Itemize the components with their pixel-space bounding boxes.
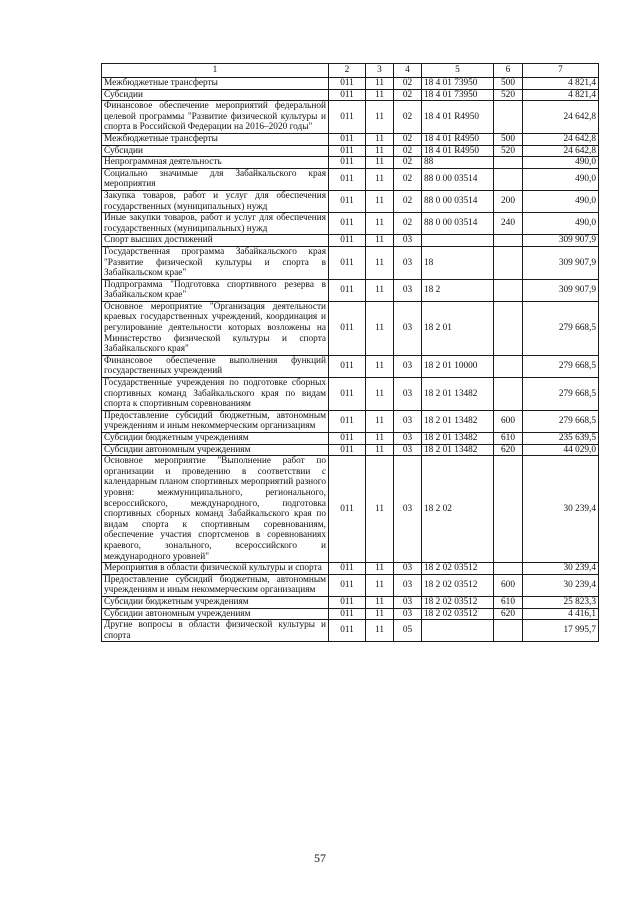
row-name-cell: Предоставление субсидий бюджетным, автономным учреждениям и иным некоммерческим организациям: [102, 574, 329, 596]
table-row: [102, 355, 599, 377]
row-target-cell: 18: [422, 246, 494, 279]
table-row: [102, 444, 599, 456]
table-row: [102, 279, 599, 301]
row-code-cell: 011: [329, 563, 366, 575]
row-section-cell: 11: [366, 563, 394, 575]
row-target-cell: [422, 235, 494, 247]
row-subsection-cell: 03: [394, 235, 422, 247]
row-expense-type-cell: [494, 168, 523, 190]
row-amount-cell: 4 416,1: [523, 608, 599, 620]
row-expense-type-cell: 200: [494, 190, 523, 212]
table-row: [102, 456, 599, 563]
row-subsection-cell: 02: [394, 133, 422, 145]
row-code-cell: 011: [329, 433, 366, 445]
row-subsection-cell: 03: [394, 301, 422, 355]
row-name-cell: Другие вопросы в области физической культуры и спорта: [102, 620, 329, 642]
row-subsection-cell: 03: [394, 563, 422, 575]
row-subsection-cell: 02: [394, 213, 422, 235]
row-amount-cell: 279 668,5: [523, 410, 599, 432]
row-name-cell: Субсидии автономным учреждениям: [102, 444, 329, 456]
row-name-cell: Спорт высших достижений: [102, 235, 329, 247]
row-target-cell: 88 0 00 03514: [422, 213, 494, 235]
row-amount-cell: 24 642,8: [523, 133, 599, 145]
row-name-cell: Непрограммная деятельность: [102, 157, 329, 169]
row-name-cell: Субсидии: [102, 89, 329, 101]
table-row: [102, 190, 599, 212]
row-target-cell: 18 2 02 03512: [422, 608, 494, 620]
row-amount-cell: 30 239,4: [523, 574, 599, 596]
row-section-cell: 11: [366, 355, 394, 377]
row-target-cell: 18 2 02: [422, 456, 494, 563]
header-cell-2: 2: [329, 64, 366, 78]
row-amount-cell: 30 239,4: [523, 456, 599, 563]
row-subsection-cell: 02: [394, 101, 422, 134]
row-code-cell: 011: [329, 101, 366, 134]
row-code-cell: 011: [329, 456, 366, 563]
row-expense-type-cell: [494, 378, 523, 411]
row-target-cell: 18 2: [422, 279, 494, 301]
row-code-cell: 011: [329, 89, 366, 101]
page-number: 57: [314, 851, 326, 865]
row-amount-cell: 44 029,0: [523, 444, 599, 456]
table-row: [102, 574, 599, 596]
row-name-cell: Субсидии бюджетным учреждениям: [102, 433, 329, 445]
row-name-cell: Социально значимые для Забайкальского края мероприятия: [102, 168, 329, 190]
row-target-cell: 18 4 01 R4950: [422, 145, 494, 157]
row-target-cell: 18 2 01 13482: [422, 378, 494, 411]
row-expense-type-cell: [494, 246, 523, 279]
table-row: [102, 433, 599, 445]
row-code-cell: 011: [329, 444, 366, 456]
row-section-cell: 11: [366, 89, 394, 101]
row-target-cell: 88 0 00 03514: [422, 190, 494, 212]
row-expense-type-cell: [494, 279, 523, 301]
row-code-cell: 011: [329, 378, 366, 411]
row-amount-cell: 25 823,3: [523, 596, 599, 608]
row-section-cell: 11: [366, 235, 394, 247]
table-row: [102, 620, 599, 642]
row-name-cell: Межбюджетные трансферты: [102, 78, 329, 90]
budget-table: [101, 63, 599, 642]
row-name-cell: Субсидии: [102, 145, 329, 157]
row-expense-type-cell: [494, 355, 523, 377]
row-amount-cell: 4 821,4: [523, 89, 599, 101]
row-name-cell: Основное мероприятие "Организация деятельности краевых государственных учреждений, координация и регулирование деятельности которых возложены на Министерство физической культуры и спорта Забайкальского края": [102, 301, 329, 355]
row-expense-type-cell: [494, 101, 523, 134]
row-target-cell: 18 2 01 10000: [422, 355, 494, 377]
row-name-cell: Субсидии бюджетным учреждениям: [102, 596, 329, 608]
row-name-cell: Финансовое обеспечение мероприятий федеральной целевой программы "Развитие физической культуры и спорта в Российской Федерации на 2016–2020 годы": [102, 101, 329, 134]
table-row: [102, 246, 599, 279]
row-section-cell: 11: [366, 574, 394, 596]
row-section-cell: 11: [366, 168, 394, 190]
row-section-cell: 11: [366, 190, 394, 212]
row-target-cell: 18 4 01 R4950: [422, 133, 494, 145]
row-target-cell: 18 2 02 03512: [422, 563, 494, 575]
row-code-cell: 011: [329, 133, 366, 145]
row-expense-type-cell: [494, 157, 523, 169]
table-row: [102, 101, 599, 134]
row-name-cell: Предоставление субсидий бюджетным, автономным учреждениям и иным некоммерческим организациям: [102, 410, 329, 432]
row-amount-cell: 17 995,7: [523, 620, 599, 642]
row-expense-type-cell: 610: [494, 596, 523, 608]
header-cell-6: 6: [494, 64, 523, 78]
row-subsection-cell: 03: [394, 279, 422, 301]
row-expense-type-cell: 600: [494, 410, 523, 432]
header-cell-1: 1: [102, 64, 329, 78]
row-code-cell: 011: [329, 355, 366, 377]
row-section-cell: 11: [366, 301, 394, 355]
row-amount-cell: 24 642,8: [523, 101, 599, 134]
row-amount-cell: 309 907,9: [523, 279, 599, 301]
row-amount-cell: 4 821,4: [523, 78, 599, 90]
row-subsection-cell: 03: [394, 444, 422, 456]
row-expense-type-cell: 500: [494, 133, 523, 145]
row-subsection-cell: 03: [394, 596, 422, 608]
row-target-cell: 18 2 01 13482: [422, 410, 494, 432]
row-expense-type-cell: [494, 301, 523, 355]
row-code-cell: 011: [329, 279, 366, 301]
row-code-cell: 011: [329, 246, 366, 279]
table-row: [102, 235, 599, 247]
table-row: [102, 133, 599, 145]
row-section-cell: 11: [366, 145, 394, 157]
row-code-cell: 011: [329, 410, 366, 432]
row-section-cell: 11: [366, 620, 394, 642]
row-subsection-cell: 02: [394, 145, 422, 157]
row-expense-type-cell: [494, 235, 523, 247]
row-expense-type-cell: [494, 563, 523, 575]
row-name-cell: Закупка товаров, работ и услуг для обеспечения государственных (муниципальных) нужд: [102, 190, 329, 212]
row-target-cell: 18 2 01 13482: [422, 444, 494, 456]
row-name-cell: Подпрограмма "Подготовка спортивного резерва в Забайкальском крае": [102, 279, 329, 301]
row-section-cell: 11: [366, 456, 394, 563]
header-cell-7: 7: [523, 64, 599, 78]
row-target-cell: 18 2 02 03512: [422, 596, 494, 608]
row-code-cell: 011: [329, 190, 366, 212]
table-row: [102, 78, 599, 90]
row-subsection-cell: 02: [394, 157, 422, 169]
row-section-cell: 11: [366, 246, 394, 279]
row-section-cell: 11: [366, 157, 394, 169]
row-name-cell: Государственная программа Забайкальского края "Развитие физической культуры и спорта в Забайкальском крае": [102, 246, 329, 279]
row-amount-cell: 30 239,4: [523, 563, 599, 575]
row-section-cell: 11: [366, 433, 394, 445]
header-cell-4: 4: [394, 64, 422, 78]
row-code-cell: 011: [329, 235, 366, 247]
row-section-cell: 11: [366, 378, 394, 411]
row-amount-cell: 235 639,5: [523, 433, 599, 445]
row-code-cell: 011: [329, 213, 366, 235]
table-row: [102, 608, 599, 620]
row-subsection-cell: 02: [394, 190, 422, 212]
row-expense-type-cell: 620: [494, 608, 523, 620]
table-row: [102, 563, 599, 575]
row-section-cell: 11: [366, 213, 394, 235]
row-amount-cell: 279 668,5: [523, 301, 599, 355]
row-amount-cell: 24 642,8: [523, 145, 599, 157]
table-row: [102, 168, 599, 190]
row-name-cell: Мероприятия в области физической культуры и спорта: [102, 563, 329, 575]
row-expense-type-cell: 240: [494, 213, 523, 235]
row-section-cell: 11: [366, 410, 394, 432]
table-row: [102, 145, 599, 157]
row-code-cell: 011: [329, 301, 366, 355]
row-expense-type-cell: 610: [494, 433, 523, 445]
row-amount-cell: 309 907,9: [523, 246, 599, 279]
header-cell-5: 5: [422, 64, 494, 78]
row-code-cell: 011: [329, 596, 366, 608]
row-target-cell: 88: [422, 157, 494, 169]
header-row: [102, 64, 599, 78]
row-target-cell: 18 4 01 73950: [422, 89, 494, 101]
row-target-cell: 18 2 02 03512: [422, 574, 494, 596]
header-cell-3: 3: [366, 64, 394, 78]
row-subsection-cell: 03: [394, 574, 422, 596]
row-amount-cell: 279 668,5: [523, 355, 599, 377]
row-amount-cell: 490,0: [523, 213, 599, 235]
table-row: [102, 596, 599, 608]
row-name-cell: Финансовое обеспечение выполнения функций государственных учреждений: [102, 355, 329, 377]
row-section-cell: 11: [366, 608, 394, 620]
row-code-cell: 011: [329, 168, 366, 190]
row-code-cell: 011: [329, 78, 366, 90]
row-target-cell: 88 0 00 03514: [422, 168, 494, 190]
row-section-cell: 11: [366, 279, 394, 301]
row-section-cell: 11: [366, 101, 394, 134]
row-code-cell: 011: [329, 145, 366, 157]
row-subsection-cell: 05: [394, 620, 422, 642]
row-expense-type-cell: [494, 456, 523, 563]
row-target-cell: 18 4 01 R4950: [422, 101, 494, 134]
row-subsection-cell: 03: [394, 355, 422, 377]
row-expense-type-cell: 520: [494, 145, 523, 157]
row-subsection-cell: 03: [394, 608, 422, 620]
row-subsection-cell: 02: [394, 78, 422, 90]
row-name-cell: Государственные учреждения по подготовке сборных спортивных команд Забайкальского края по видам спорта к спортивным соревнованиям: [102, 378, 329, 411]
table-row: [102, 157, 599, 169]
row-amount-cell: 490,0: [523, 190, 599, 212]
row-section-cell: 11: [366, 444, 394, 456]
row-expense-type-cell: 620: [494, 444, 523, 456]
row-subsection-cell: 02: [394, 168, 422, 190]
row-target-cell: 18 2 01: [422, 301, 494, 355]
row-name-cell: Иные закупки товаров, работ и услуг для обеспечения государственных (муниципальных) нужд: [102, 213, 329, 235]
row-section-cell: 11: [366, 78, 394, 90]
row-expense-type-cell: 600: [494, 574, 523, 596]
row-section-cell: 11: [366, 133, 394, 145]
row-subsection-cell: 03: [394, 246, 422, 279]
row-name-cell: Субсидии автономным учреждениям: [102, 608, 329, 620]
row-section-cell: 11: [366, 596, 394, 608]
table-row: [102, 378, 599, 411]
row-amount-cell: 309 907,9: [523, 235, 599, 247]
row-name-cell: Основное мероприятие "Выполнение работ по организации и проведению в соответствии с календарным планом спортивных мероприятий разного уровня: межмуниципального, регионального, всероссийского, международного, подготовка спортивных сборных команд Забайкальского края по видам спорта к спортивным соревнованиям, обеспечение участия спортсменов в соревнованиях краевого, зонального, всероссийского и международного уровней": [102, 456, 329, 563]
table-row: [102, 213, 599, 235]
row-code-cell: 011: [329, 157, 366, 169]
row-code-cell: 011: [329, 608, 366, 620]
row-subsection-cell: 03: [394, 410, 422, 432]
row-target-cell: 18 2 01 13482: [422, 433, 494, 445]
row-subsection-cell: 02: [394, 89, 422, 101]
table-row: [102, 410, 599, 432]
row-target-cell: 18 4 01 73950: [422, 78, 494, 90]
row-name-cell: Межбюджетные трансферты: [102, 133, 329, 145]
row-amount-cell: 490,0: [523, 157, 599, 169]
row-expense-type-cell: [494, 620, 523, 642]
row-code-cell: 011: [329, 574, 366, 596]
table-row: [102, 89, 599, 101]
row-target-cell: [422, 620, 494, 642]
row-subsection-cell: 03: [394, 433, 422, 445]
table-row: [102, 301, 599, 355]
row-amount-cell: 490,0: [523, 168, 599, 190]
row-expense-type-cell: 520: [494, 89, 523, 101]
row-expense-type-cell: 500: [494, 78, 523, 90]
row-subsection-cell: 03: [394, 378, 422, 411]
table-body: [102, 64, 599, 642]
row-subsection-cell: 03: [394, 456, 422, 563]
row-code-cell: 011: [329, 620, 366, 642]
row-amount-cell: 279 668,5: [523, 378, 599, 411]
